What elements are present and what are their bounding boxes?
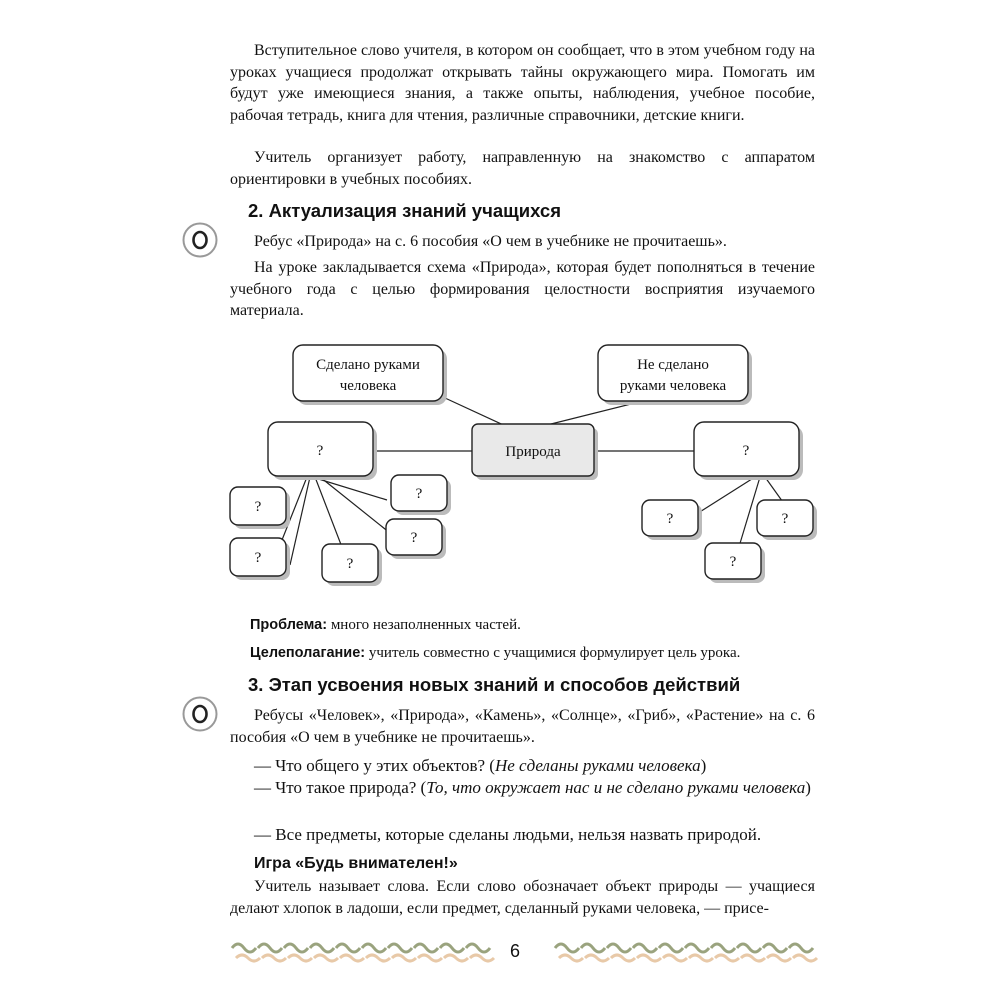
section-2-heading: 2. Актуализация знаний учащихся xyxy=(248,200,562,221)
not-made-by-humans-line-2: руками человека xyxy=(619,378,727,394)
made-by-humans-line-1: Сделано руками xyxy=(316,357,420,373)
circle-o-marker-icon xyxy=(182,696,218,732)
intro-paragraph-1: Вступительное слово учителя, в котором он сообщает, что в этом учебном году на уроках учащиеся продолжат открывать тайны окружающего мира. Помогать им будут уже имеющиеся знания, а также опыты, наблюдения, учебное пособие, рабочая тетрадь, книга для чтения, различные справочники, детские книги. xyxy=(230,42,815,124)
right-unknown-label: ? xyxy=(742,443,750,459)
small-unknown-label: ? xyxy=(415,486,423,502)
problem-text: много незаполненных частей. xyxy=(327,617,521,633)
question-1-answer: Не сделаны руками человека xyxy=(494,756,701,775)
small-unknown-label: ? xyxy=(781,511,789,527)
right-ornament-icon xyxy=(555,944,817,961)
small-unknown-label: ? xyxy=(346,556,354,572)
small-unknown-box xyxy=(230,487,290,529)
not-made-by-humans-line-1: Не сделано xyxy=(637,357,709,373)
small-unknown-label: ? xyxy=(254,550,262,566)
section-2-paragraph-1: Ребус «Природа» на с. 6 пособия «О чем в учебнике не прочитаешь». xyxy=(254,233,727,250)
small-unknown-box xyxy=(230,538,290,580)
circle-o-marker-icon xyxy=(182,222,218,258)
left-unknown-box xyxy=(268,422,377,480)
small-unknown-label: ? xyxy=(729,554,737,570)
section-3-heading: 3. Этап усвоения новых знаний и способов действий xyxy=(248,674,741,695)
question-1: — Что общего у этих объектов? (Не сделаны руками человека) xyxy=(254,756,707,775)
question-2-answer: То, что окружает нас и не сделано руками человека xyxy=(426,778,806,797)
small-unknown-box xyxy=(386,519,446,559)
problem-label: Проблема: xyxy=(250,617,328,633)
small-unknown-box xyxy=(391,475,451,515)
goal-line xyxy=(250,645,740,662)
game-title: Игра «Будь внимателен!» xyxy=(254,855,458,872)
small-unknown-box xyxy=(322,544,382,586)
small-unknown-label: ? xyxy=(666,511,674,527)
section-3-paragraph-1: Ребусы «Человек», «Природа», «Камень», «Солнце», «Гриб», «Растение» на с. 6 пособия «О чем в учебнике не прочитаешь». xyxy=(230,707,815,746)
problem-line xyxy=(250,617,521,634)
left-ornament-icon xyxy=(232,944,494,961)
nature-center-label: Природа xyxy=(505,444,561,460)
nature-center-box xyxy=(472,424,598,480)
footer-ornament xyxy=(0,938,1000,968)
small-unknown-label: ? xyxy=(254,499,262,515)
made-by-humans-line-2: человека xyxy=(339,378,397,394)
left-unknown-label: ? xyxy=(316,443,324,459)
right-unknown-box xyxy=(694,422,803,480)
game-paragraph: Учитель называет слова. Если слово обозначает объект природы — учащиеся делают хлопок в ладоши, если предмет, сделанный руками человека, — присе- xyxy=(230,878,815,917)
not-made-by-humans-box xyxy=(598,345,752,405)
small-unknown-box xyxy=(757,500,817,540)
question-2: — Что такое природа? (То, что окружает нас и не сделано руками человека) xyxy=(254,778,811,797)
made-by-humans-box xyxy=(293,345,447,405)
section-2-paragraph-2: На уроке закладывается схема «Природа», которая будет пополняться в течение учебного года с целью формирования целостности восприятия изучаемого материала. xyxy=(230,259,815,319)
small-unknown-box xyxy=(705,543,765,583)
intro-paragraph-2: Учитель организует работу, направленную на знакомство с аппаратом ориентировки в учебных пособиях. xyxy=(230,149,815,188)
statement-3: — Все предметы, которые сделаны людьми, нельзя назвать природой. xyxy=(254,825,762,844)
nature-diagram xyxy=(220,340,830,590)
small-unknown-box xyxy=(642,500,702,540)
goal-text: учитель совместно с учащимися формулирует цель урока. xyxy=(365,645,741,661)
goal-label: Целеполагание: xyxy=(250,645,366,661)
small-unknown-label: ? xyxy=(410,530,418,546)
page-number: 6 xyxy=(510,941,521,961)
